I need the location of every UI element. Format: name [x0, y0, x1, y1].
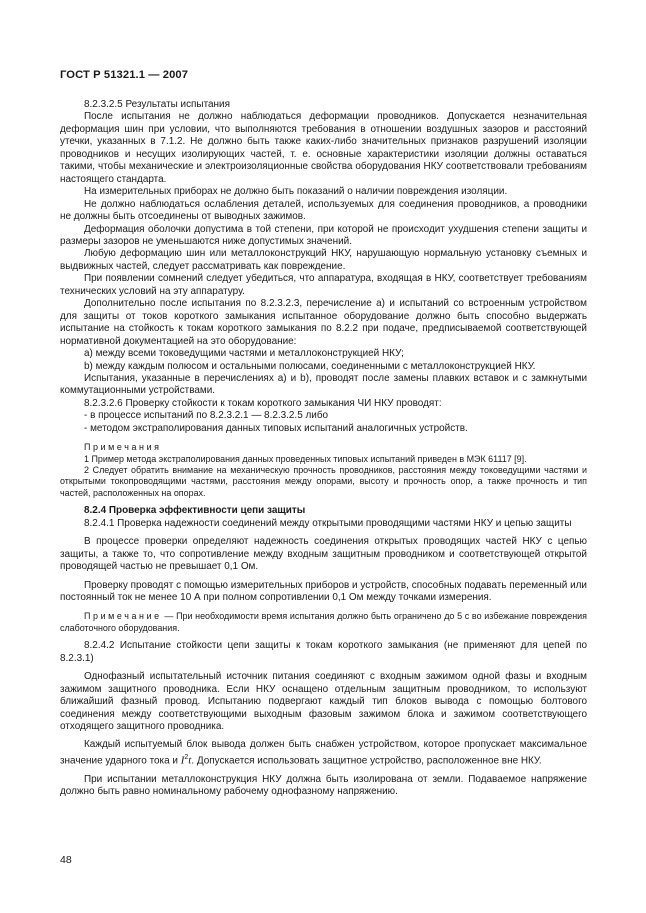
section-8-2-4-heading: 8.2.4 Проверка эффективности цепи защиты: [84, 505, 306, 517]
paragraph: В процессе проверки определяют надежность соединения открытых проводящих частей НКУ с цепью защиты, а также то, что сопротивление между входным защитным проводником и соответствующей открытой проводящей частью не превышает 0,1 Ом.: [60, 536, 587, 573]
paragraph: Проверку проводят с помощью измерительных приборов и устройств, способных подавать переменный или постоянный ток не менее 10 А при полном сопротивлении 0,1 Ом между точками измерения.: [60, 579, 587, 603]
paragraph: После испытания не должно наблюдаться деформации проводников. Допускается незначительная деформация шин при условии, что выполняются требования в отношении воздушных зазоров и расстояний утечки, указанных в 7.1.2. Не должно быть также каких-либо значительных признаков разрушений изоляции проводников и несущих изолирующих частей, т. е. основные характеристики изоляции должны оставаться такими, чтобы механические и электроизоляционные свойства оборудования НКУ соответствовали требованиям настоящего стандарта.: [60, 111, 587, 185]
clause-8-2-3-2-6: 8.2.3.2.6 Проверку стойкости к токам короткого замыкания ЧИ НКУ проводят:: [84, 397, 442, 409]
list-item-a: а) между всеми токоведущими частями и металлоконструкцией НКУ;: [84, 348, 404, 360]
paragraph: Дополнительно после испытания по 8.2.3.2.3, перечисление а) и испытаний со встроенным устройством для защиты от токов короткого замыкания испытанное оборудование должно быть способно выдержать испытание на стойкость к токам короткого замыкания по 8.2.2 при подаче, предписываемой соответствующей нормативной документацией на это оборудование:: [60, 298, 587, 347]
notes-label: Примечания: [84, 442, 162, 453]
page-number: 48: [60, 854, 72, 866]
dash-item: - в процессе испытаний по 8.2.3.2.1 — 8.2.3.2.5 либо: [84, 410, 329, 422]
paragraph: При появлении сомнений следует убедиться, что аппаратура, входящая в НКУ, соответствует требованиям технических условий на эту аппаратуру.: [60, 273, 587, 297]
paragraph: Деформация оболочки допустима в той степени, при которой не происходит ухудшения степени защиты и размеры зазоров не уменьшаются ниже допустимых значений.: [60, 223, 587, 247]
note-1: 1 Пример метода экстраполирования данных проведенных типовых испытаний приведен в МЭК 61117 [9].: [84, 453, 527, 464]
clause-8-2-4-1: 8.2.4.1 Проверка надежности соединений между открытыми проводящими частями НКУ и цепью защиты: [84, 517, 572, 529]
document-body: [60, 99, 587, 799]
note-3: [60, 611, 587, 634]
paragraph: Не должно наблюдаться ослабления деталей, используемых для соединения проводников, а проводники не должны быть отсоединены от выводных зажимов.: [60, 198, 587, 223]
i-symbol: I: [180, 754, 185, 767]
superscript-2: 2: [184, 753, 189, 761]
paragraph: Любую деформацию шин или металлоконструкций НКУ, нарушающую нормальную установку съемных и выдвижных частей, следует рассматривать как повреждение.: [60, 248, 587, 272]
paragraph-i2t: Каждый испытуемый блок вывода должен быть снабжен устройством, которое пропускает максимальное значение ударного тока и $I^2t$. Допускается использовать защитное устройство, расположенное вне НКУ.: [60, 739, 587, 767]
clause-8-2-3-2-5-heading: 8.2.3.2.5 Результаты испытания: [84, 99, 230, 110]
paragraph: При испытании металлоконструкция НКУ должна быть изолирована от земли. Подаваемое напряжение должно быть равно номинальному рабочему однофазному напряжению.: [60, 773, 587, 798]
t-symbol: t: [188, 754, 192, 767]
paragraph: Испытания, указанные в перечислениях а) и b), проводят после замены плавких вставок и с замкнутыми коммутационными устройствами.: [60, 372, 587, 397]
list-item-b: b) между каждым полюсом и остальными полюсами, соединенными с металлоконструкцией НКУ.: [84, 360, 536, 372]
standard-designation: ГОСТ Р 51321.1 — 2007: [60, 69, 189, 81]
clause-8-2-4-2: 8.2.4.2 Испытание стойкости цепи защиты к токам короткого замыкания (не применяют для цепей по 8.2.3.1): [60, 640, 587, 664]
dash-item: - методом экстраполирования данных типовых испытаний аналогичных устройств.: [84, 422, 468, 434]
note-2: 2 Следует обратить внимание на механическую прочность проводников, расстояния между токоведущими частями и открытыми токопроводящими частями, расстояния между опорами, высоту и прочность опор, а также прочность и тип частей, расположенных на опорах.: [60, 465, 587, 498]
paragraph: Однофазный испытательный источник питания соединяют с входным зажимом одной фазы и входным зажимом защитного проводника. Если НКУ оснащено отдельным защитным проводником, то используют ближайший фазный провод. Испытанию подвергают каждый тип блоков вывода с помощью болтового соединения между соответствующими выходным фазовым зажимом блока и зажимом соответствующего отходящего защитного проводника.: [60, 671, 587, 732]
paragraph: На измерительных приборах не должно быть показаний о наличии повреждения изоляции.: [84, 186, 508, 198]
note-label: Примечание: [84, 611, 162, 622]
note-text: — При необходимости время испытания должно быть ограничено до 5 с во избежание повреждения слаботочного оборудования.: [60, 611, 587, 633]
